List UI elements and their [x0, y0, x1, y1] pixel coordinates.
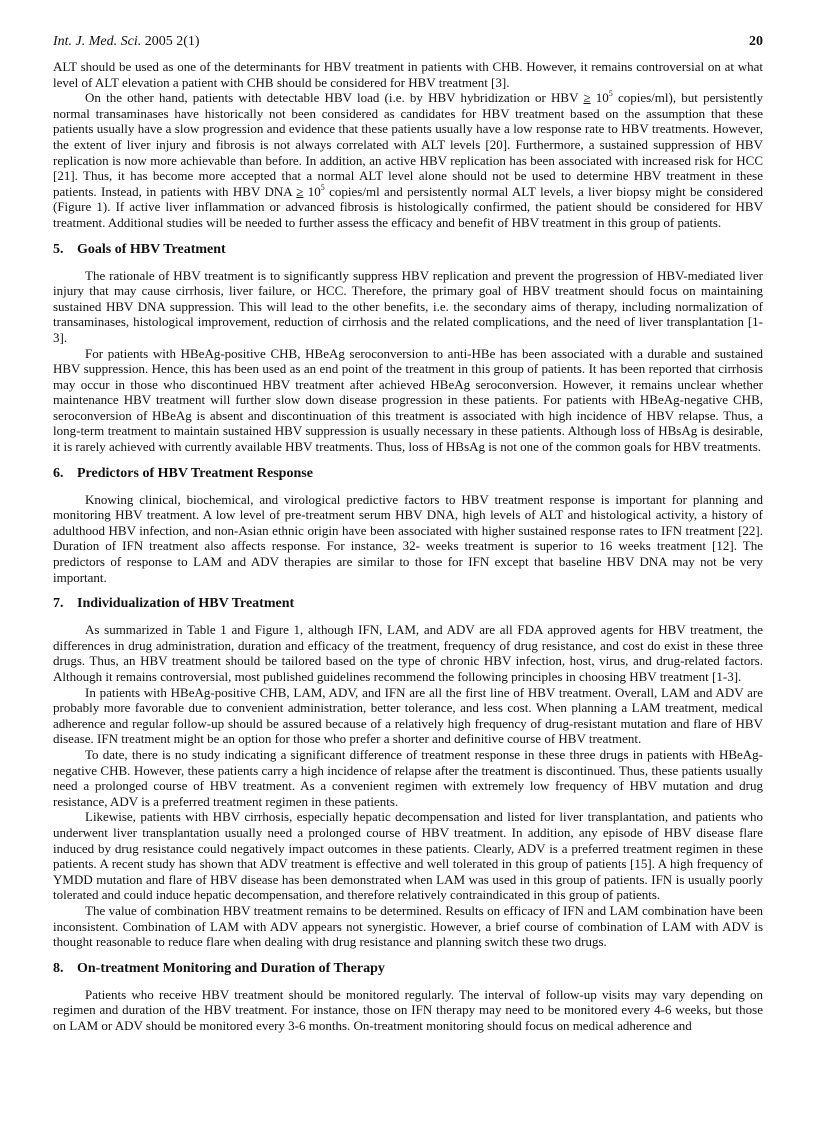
section-heading-monitoring [53, 960, 763, 978]
paragraph: As summarized in Table 1 and Figure 1, although IFN, LAM, and ADV are all FDA approved agents for HBV treatment, the differences in drug administration, duration and efficacy of the treatment, frequency of drug resistance, and cost do exist in these three drugs. Thus, an HBV treatment should be tailored based on the type of chronic HBV infection, host, virus, and drug-related factors. Although it remains controversial, most published guidelines recommend the following principles in choosing HBV treatment [1-3]. [53, 622, 763, 684]
page-number: 20 [749, 34, 763, 49]
paragraph: For patients with HBeAg-positive CHB, HBeAg seroconversion to anti-HBe has been associated with a durable and sustained HBV suppression. Hence, this has been used as an end point of the treatment in this group of patients. It has been reported that cirrhosis may occur in those who discontinued HBV treatment after achieved HBeAg seroconversion. However, it remains unclear whether maintenance HBV treatment will further slow down disease progression in these patients. For patients with HBeAg-negative CHB, seroconversion of HBeAg is absent and discontinuation of this treatment is associated with high incidence of HBV relapse. Thus, a long-term treatment to maintain sustained HBV suppression is usually necessary in these patients. Although loss of HBsAg is desirable, it is rarely achieved with currently available HBV treatments. Thus, loss of HBsAg is not one of the common goals for HBV treatments. [53, 345, 763, 455]
section-heading-individualization [53, 595, 763, 613]
paragraph: The value of combination HBV treatment remains to be determined. Results on efficacy of IFN and LAM combination have been inconsistent. Combination of LAM with ADV appears not synergistic. However, a brief course of combination of LAM with ADV is thought reasonable to reduce flare when dealing with drug resistance and planning switch these two drugs. [53, 902, 763, 950]
journal-citation [53, 33, 200, 51]
text: 10 [590, 90, 609, 106]
paragraph: Patients who receive HBV treatment should be monitored regularly. The interval of follow-up visits may vary depending on regimen and duration of the HBV treatment. For instance, those on IFN therapy may need to be monitored every 4-6 weeks, but those on LAM or ADV should be monitored every 3-6 months. On-treatment monitoring should focus on medical adherence and [53, 986, 763, 1033]
journal-year-issue: 2005 2(1) [144, 34, 200, 49]
section-title: Individualization of HBV Treatment [77, 596, 295, 612]
paragraph: To date, there is no study indicating a significant difference of treatment response in these three drugs in patients with HBeAg-negative CHB. However, these patients carry a high incidence of relapse after the treatment is discontinued. Thus, these patients usually need a prolonged course of HBV treatment. As a convenient regimen with extremely low frequency of HBV mutation and drug resistance, ADV is a preferred treatment regimen in these patients. [53, 746, 763, 809]
superscript: 5 [320, 182, 325, 192]
paragraph [53, 90, 763, 230]
paragraph: Likewise, patients with HBV cirrhosis, especially hepatic decompensation and listed for liver transplantation, and patients who underwent liver transplantation usually need a prolonged course of HBV treatment. In addition, any episode of HBV disease flare induced by drug resistance could negatively impact outcomes in these patients. Clearly, ADV is a preferred treatment regimen in these patients. A recent study has shown that ADV treatment is effective and well tolerated in this group of patients [15]. A high frequency of YMDD mutation and flare of HBV disease has been demonstrated when LAM was used in this group of patients. IFN is usually poorly tolerated and could induce hepatic decompensation, and therefore relatively contraindicated in this group of patients. [53, 809, 763, 903]
text: copies/ml and persistently normal ALT levels, a liver biopsy might be considered (Figure 1). If active liver inflammation or advanced fibrosis is histologically confirmed, the patient should be considered for HBV treatment. Additional studies will be needed to further assess the efficacy and benefit of HBV treatment in this group of patients. [53, 183, 763, 230]
section-title: On-treatment Monitoring and Duration of Therapy [77, 960, 385, 976]
paragraph: In patients with HBeAg-positive CHB, LAM, ADV, and IFN are all the first line of HBV treatment. Overall, LAM and ADV are probably more favorable due to convenient administration, better tolerance, and less cost. When planning a LAM treatment, medical adherence and regular follow-up should be assured because of a relatively high frequency of drug-resistant mutation and flare of HBV disease. IFN treatment might be an option for those who prefer a shorter and definitive course of HBV treatment. [53, 684, 763, 747]
journal-name: Int. J. Med. Sci. [53, 34, 142, 49]
superscript: 5 [608, 89, 613, 99]
text: 10 [303, 183, 321, 199]
text: copies/ml), but persistently normal transaminases have historically not been considered as candidates for HBV treatment based on the assumption that these patients usually have a slow progression and evidence that these patients usually have a low response rate to HBV treatments. However, the extent of liver injury and fibrosis is not always correlated with ALT levels [20]. Furthermore, a sustained suppression of HBV replication is now more achievable than before. In addition, an active HBV replication has been associated with increased risk for HCC [21]. Thus, it has become more accepted that a normal ALT level alone should not be used to determine HBV treatment in these patients. Instead, in patients with HBV DNA [53, 90, 764, 199]
paragraph: Knowing clinical, biochemical, and virological predictive factors to HBV treatment response is important for planning and monitoring HBV treatment. A low level of pre-treatment serum HBV DNA, high levels of ALT and histological activity, a history of adulthood HBV infection, and non-Asian ethnic origin have been associated with higher sustained response rates to IFN treatment [22]. Duration of IFN treatment also affects response. For instance, 32- weeks treatment is superior to 16 weeks treatment [12]. The predictors of response to LAM and ADV therapies are similar to those for IFN except that baseline HBV DNA may not be very important. [53, 491, 763, 585]
section-title: Goals of HBV Treatment [77, 241, 226, 257]
running-header [53, 33, 763, 51]
section-heading-goals [53, 241, 763, 259]
ge-symbol: ≥ [296, 183, 304, 199]
section-number: 5. [53, 241, 64, 257]
section-number: 8. [53, 960, 64, 976]
section-title: Predictors of HBV Treatment Response [77, 465, 313, 481]
section-number: 7. [53, 596, 64, 612]
text: On the other hand, patients with detectable HBV load (i.e. by HBV hybridization or HBV [85, 90, 584, 106]
document-page [53, 33, 763, 1033]
paragraph: ALT should be used as one of the determinants for HBV treatment in patients with CHB. However, it remains controversial on at what level of ALT elevation a patient with CHB should be considered for HBV treatment [3]. [53, 59, 763, 90]
ge-symbol: ≥ [583, 90, 591, 106]
paragraph: The rationale of HBV treatment is to significantly suppress HBV replication and prevent the progression of HBV-mediated liver injury that may cause cirrhosis, liver failure, or HCC. Therefore, the primary goal of HBV treatment should focus on maintaining sustained HBV DNA suppression. This will lead to the other benefits, i.e. the secondary aims of therapy, including normalization of transaminases, histological improvement, reduction of cirrhosis and the related complications, and the need of liver transplantation [1-3]. [53, 267, 763, 345]
section-number: 6. [53, 465, 64, 481]
section-heading-predictors [53, 465, 763, 483]
